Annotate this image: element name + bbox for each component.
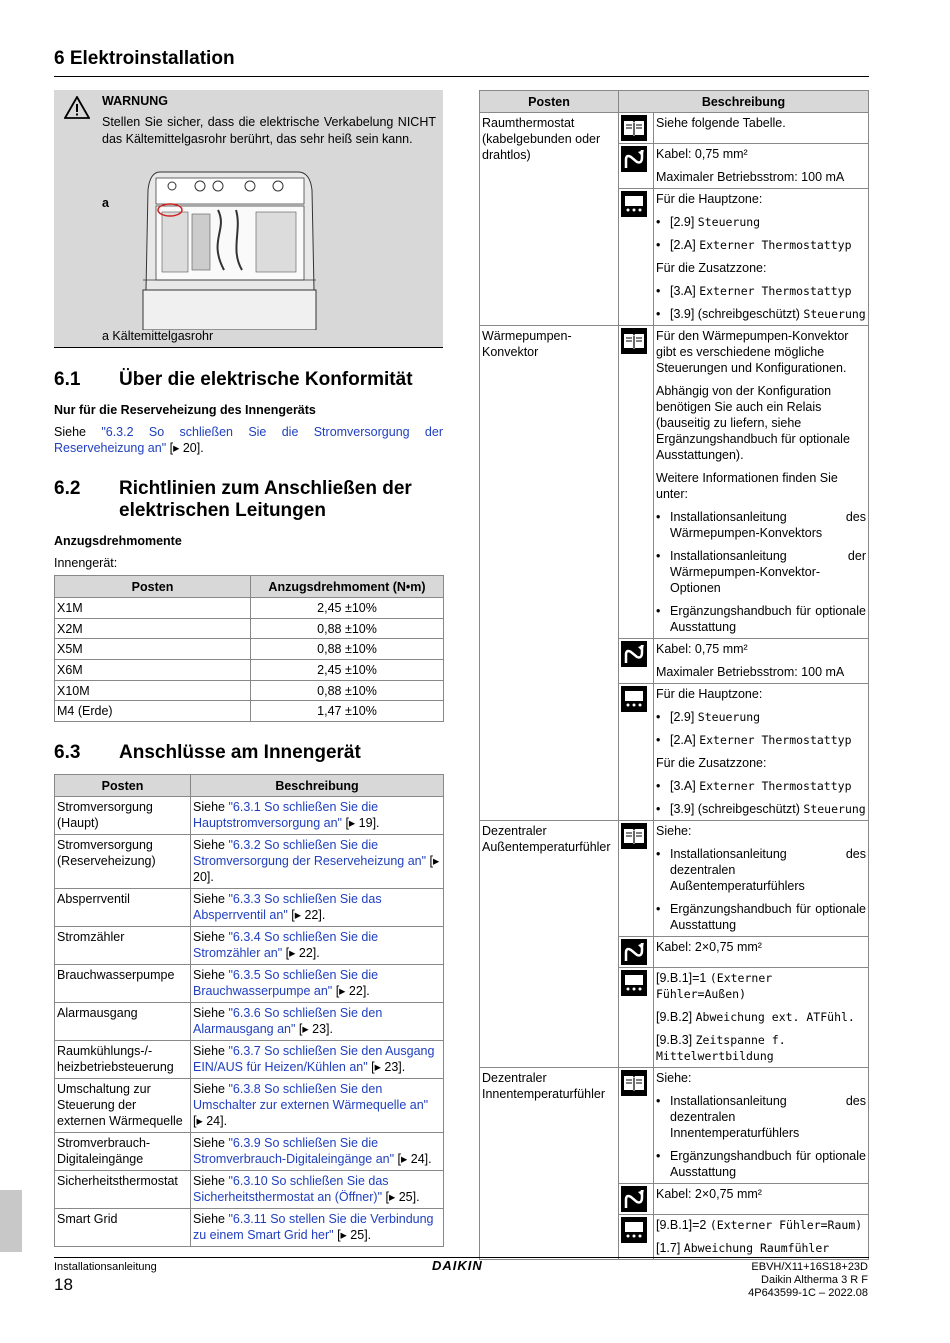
page-ref: [▸ 19].: [341, 816, 380, 830]
bullet-item: [656, 283, 866, 299]
icon-cell: [619, 968, 654, 1068]
table-row: [55, 701, 444, 722]
setting-name: Abweichung Raumfühler: [683, 1241, 830, 1255]
cross-reference-link[interactable]: "6.3.5 So schließen Sie die Brauchwasserpumpe an": [193, 968, 379, 998]
table-row: [55, 1171, 444, 1209]
line-text: [9.B.1]=2: [656, 1218, 710, 1232]
line-text: [3.A]: [670, 779, 700, 793]
bullet-item: [656, 548, 866, 596]
section-6-1-number: 6.1: [54, 369, 81, 390]
bullet-item: [656, 509, 866, 541]
side-tab-marker: [0, 1190, 22, 1252]
connections-table: [54, 774, 444, 1247]
cable-icon: [621, 1186, 647, 1212]
connection-desc: [191, 927, 444, 965]
table-row: [55, 618, 444, 639]
table-row: [55, 1079, 444, 1133]
line-text: Ergänzungshandbuch für optionale Ausstattung: [670, 604, 866, 634]
bullet-item: [656, 801, 866, 817]
section-6-3-title: Anschlüsse am Innengerät: [119, 742, 361, 763]
table-row: [480, 821, 869, 937]
setting-name: Steuerung: [697, 710, 761, 724]
connection-item: Stromzähler: [55, 927, 191, 965]
section-6-2-subhead: Anzugsdrehmomente: [54, 534, 182, 548]
page-number: 18: [54, 1275, 73, 1294]
connection-item: Alarmausgang: [55, 1003, 191, 1041]
torque-item: X10M: [55, 680, 251, 701]
connections-header-desc: Beschreibung: [191, 775, 444, 797]
connection-desc: [191, 835, 444, 889]
figure-caption: a Kältemittelgasrohr: [102, 329, 214, 343]
cross-reference-link[interactable]: "6.3.4 So schließen Sie die Stromzähler an": [193, 930, 379, 960]
chapter-rule: [54, 76, 869, 77]
warning-title: WARNUNG: [102, 94, 168, 108]
torque-table-body: [55, 598, 444, 722]
icon-cell: [619, 326, 654, 639]
bullet-item: [656, 1148, 866, 1180]
bullet-item: [656, 846, 866, 894]
table-row: [55, 1209, 444, 1247]
connection-item: Stromversorgung (Haupt): [55, 797, 191, 835]
connection-desc: [191, 1003, 444, 1041]
detail-desc: [654, 189, 869, 326]
desc-line: Siehe folgende Tabelle.: [656, 116, 786, 130]
table-row: [55, 1133, 444, 1171]
cable-icon: [621, 641, 647, 667]
icon-cell: [619, 937, 654, 968]
section-6-3-number: 6.3: [54, 742, 81, 763]
setting-name: Abweichung ext. ATFühl.: [695, 1010, 855, 1024]
page-ref: [▸ 25].: [382, 1190, 420, 1204]
page-ref: [▸ 22].: [282, 946, 320, 960]
line-text: [2.9]: [670, 710, 698, 724]
detail-desc: [654, 1215, 869, 1260]
table-row: [55, 797, 444, 835]
setting-name: Externer Thermostattyp: [699, 238, 852, 252]
setting-name: Steuerung: [803, 802, 866, 816]
manual-book-icon: [621, 1070, 647, 1096]
cross-reference-link[interactable]: "6.3.1 So schließen Sie die Hauptstromversorgung an": [193, 800, 379, 830]
see-text: Siehe: [193, 800, 229, 814]
connections-detail-table: [479, 90, 869, 1260]
chapter-title: 6 Elektroinstallation: [54, 48, 235, 69]
page-ref: [▸ 20].: [193, 854, 440, 884]
table-row: [55, 835, 444, 889]
setting-name: Externer Thermostattyp: [699, 284, 852, 298]
connection-desc: [191, 797, 444, 835]
icon-cell: [619, 113, 654, 144]
warning-triangle-icon: [64, 96, 90, 119]
manual-book-icon: [621, 823, 647, 849]
bullet-item: [656, 214, 866, 230]
see-text: Siehe: [193, 1044, 229, 1058]
line-text: Installationsanleitung des dezentralen Innentemperaturfühlers: [670, 1094, 866, 1140]
desc-line: Für die Zusatzzone:: [656, 756, 767, 770]
icon-cell: [619, 821, 654, 937]
torque-item: X6M: [55, 660, 251, 681]
bullet-item: [656, 1093, 866, 1141]
detail-desc: [654, 144, 869, 189]
manual-book-icon: [621, 328, 647, 354]
cross-reference-link[interactable]: "6.3.10 So schließen Sie das Sicherheitsthermostat an (Öffner)": [193, 1174, 389, 1204]
icon-cell: [619, 684, 654, 821]
detail-item: Dezentraler Innentemperaturfühler: [480, 1068, 619, 1260]
desc-line: Maximaler Betriebsstrom: 100 mA: [656, 170, 845, 184]
detail-table-body: [480, 113, 869, 1260]
table-row: [55, 965, 444, 1003]
section-6-1-subhead: Nur für die Reserveheizung des Innengeräts: [54, 403, 316, 417]
cable-icon: [621, 939, 647, 965]
table-row: [55, 1041, 444, 1079]
cross-reference-link[interactable]: "6.3.3 So schließen Sie das Absperrventil an": [193, 892, 382, 922]
table-row: [480, 1068, 869, 1184]
table-row: [480, 113, 869, 144]
desc-line: [656, 1032, 866, 1064]
detail-item: Raumthermostat (kabelgebunden oder drahtlos): [480, 113, 619, 326]
detail-desc: [654, 1068, 869, 1184]
desc-line: [656, 1240, 866, 1256]
setting-name: (Externer Fühler=Außen): [656, 971, 773, 1001]
page-ref: [▸ 22].: [332, 984, 370, 998]
section-6-2-title: Richtlinien zum Anschließen der elektrischen Leitungen: [119, 478, 412, 521]
torque-value: 2,45 ±10%: [251, 598, 444, 619]
torque-item: M4 (Erde): [55, 701, 251, 722]
line-text: Installationsanleitung des dezentralen Außentemperaturfühlers: [670, 847, 866, 893]
see-text: Siehe: [193, 968, 229, 982]
page-ref: [▸ 24].: [394, 1152, 432, 1166]
bullet-item: [656, 709, 866, 725]
warning-text: Stellen Sie sicher, dass die elektrische Verkabelung NICHT das Kältemittelgasrohr berührt, das sehr heiß sein kann.: [102, 115, 436, 146]
setting-name: (Externer Fühler=Raum): [709, 1218, 863, 1232]
desc-line: Für den Wärmepumpen-Konvektor gibt es verschiedene mögliche Steuerungen und Konfigurationen.: [656, 329, 849, 375]
detail-header-desc: Beschreibung: [619, 91, 869, 113]
detail-desc: [654, 937, 869, 968]
table-row: [55, 680, 444, 701]
cross-reference-link[interactable]: "6.3.9 So schließen Sie die Stromverbrauch-Digitaleingänge an": [193, 1136, 395, 1166]
connection-desc: [191, 965, 444, 1003]
connection-desc: [191, 1209, 444, 1247]
cross-reference-link[interactable]: "6.3.11 So stellen Sie die Verbindung zu einem Smart Grid her": [193, 1212, 434, 1242]
desc-line: Weitere Informationen finden Sie unter:: [656, 471, 838, 501]
connection-item: Smart Grid: [55, 1209, 191, 1247]
page-ref: [▸ 23].: [295, 1022, 333, 1036]
page-ref: [▸ 25].: [333, 1228, 372, 1242]
connection-desc: [191, 1171, 444, 1209]
cross-reference-link[interactable]: "6.3.6 So schließen Sie den Alarmausgang an": [193, 1006, 383, 1036]
connection-item: Absperrventil: [55, 889, 191, 927]
see-text: Siehe: [193, 930, 229, 944]
line-text: [3.9] (schreibgeschützt): [670, 802, 804, 816]
desc-line: Abhängig von der Konfiguration benötigen Sie auch ein Relais (bauseitig zu liefern, siehe Ergänzungshandbuch für optionale Ausstattungen).: [656, 384, 850, 462]
see-text: Siehe: [193, 1136, 229, 1150]
bullet-item: [656, 603, 866, 635]
desc-line: Maximaler Betriebsstrom: 100 mA: [656, 665, 845, 679]
user-interface-icon: [621, 1217, 647, 1243]
footer-doc-type: Installationsanleitung: [54, 1261, 157, 1273]
desc-line: [656, 1009, 866, 1025]
torque-header-value: Anzugsdrehmoment (N•m): [251, 576, 444, 598]
connections-table-body: [55, 797, 444, 1247]
desc-line: Kabel: 2×0,75 mm²: [656, 1187, 762, 1201]
torque-value: 0,88 ±10%: [251, 680, 444, 701]
connection-desc: [191, 889, 444, 927]
link-6-3-2[interactable]: "6.3.2 So schließen Sie die Stromversorgung der Reserveheizung an": [54, 425, 443, 455]
line-text: [2.9]: [670, 215, 698, 229]
desc-line: Kabel: 0,75 mm²: [656, 642, 748, 656]
desc-line: [656, 1217, 866, 1233]
detail-desc: [654, 1184, 869, 1215]
connection-item: Brauchwasserpumpe: [55, 965, 191, 1003]
bullet-item: [656, 306, 866, 322]
table-row: [55, 660, 444, 681]
detail-header-item: Posten: [480, 91, 619, 113]
table-row: [55, 1003, 444, 1041]
connection-item: Sicherheitsthermostat: [55, 1171, 191, 1209]
table-row: [55, 889, 444, 927]
table-row: [55, 639, 444, 660]
line-text: [3.9] (schreibgeschützt): [670, 307, 804, 321]
desc-line: Kabel: 0,75 mm²: [656, 147, 748, 161]
cross-reference-link[interactable]: "6.3.2 So schließen Sie die Stromversorgung der Reserveheizung an": [193, 838, 427, 868]
connection-item: Stromverbrauch-Digitaleingänge: [55, 1133, 191, 1171]
cross-reference-link[interactable]: "6.3.7 So schließen Sie den Ausgang EIN/AUS für Heizen/Kühlen an": [193, 1044, 435, 1074]
user-interface-icon: [621, 191, 647, 217]
section-6-2-intro: Innengerät:: [54, 556, 118, 570]
setting-name: Steuerung: [697, 215, 761, 229]
setting-name: Steuerung: [803, 307, 866, 321]
icon-cell: [619, 144, 654, 189]
figure-callout-label: a: [102, 196, 109, 210]
line-text: [9.B.3]: [656, 1033, 696, 1047]
desc-line: Für die Zusatzzone:: [656, 261, 767, 275]
icon-cell: [619, 189, 654, 326]
page-ref: [▸ 22].: [287, 908, 326, 922]
page-ref: [▸ 23].: [367, 1060, 406, 1074]
setting-name: Zeitspanne f. Mittelwertbildung: [656, 1033, 786, 1063]
torque-value: 2,45 ±10%: [251, 660, 444, 681]
torque-header-item: Posten: [55, 576, 251, 598]
connection-item: Umschaltung zur Steuerung der externen Wärmequelle: [55, 1079, 191, 1133]
icon-cell: [619, 1184, 654, 1215]
detail-desc: [654, 326, 869, 639]
warning-box: [54, 90, 443, 348]
line-text: Installationsanleitung des Wärmepumpen-Konvektors: [670, 510, 866, 540]
cross-reference-link[interactable]: "6.3.8 So schließen Sie den Umschalter zur externen Wärmequelle an": [193, 1082, 429, 1112]
page-ref: [▸ 24].: [193, 1114, 228, 1128]
see-text: Siehe: [54, 425, 102, 439]
detail-desc: [654, 113, 869, 144]
line-text: Ergänzungshandbuch für optionale Ausstattung: [670, 902, 866, 932]
brand-logo: DAIKIN: [432, 1258, 483, 1273]
desc-line: Für die Hauptzone:: [656, 192, 763, 206]
connection-item: Raumkühlungs-/-heizbetriebsteuerung: [55, 1041, 191, 1079]
table-row: [55, 927, 444, 965]
torque-value: 0,88 ±10%: [251, 618, 444, 639]
bullet-item: [656, 901, 866, 933]
see-text: Siehe: [193, 1174, 229, 1188]
connection-desc: [191, 1133, 444, 1171]
line-text: Installationsanleitung der Wärmepumpen-Konvektor-Optionen: [670, 549, 866, 595]
bullet-item: [656, 732, 866, 748]
torque-item: X5M: [55, 639, 251, 660]
cable-icon: [621, 146, 647, 172]
torque-item: X1M: [55, 598, 251, 619]
connection-item: Stromversorgung (Reserveheizung): [55, 835, 191, 889]
table-row: [55, 598, 444, 619]
connection-desc: [191, 1079, 444, 1133]
torque-value: 0,88 ±10%: [251, 639, 444, 660]
connection-desc: [191, 1041, 444, 1079]
line-text: [2.A]: [670, 733, 700, 747]
torque-table: [54, 575, 444, 722]
see-text: Siehe: [193, 892, 229, 906]
detail-desc: [654, 821, 869, 937]
bullet-item: [656, 778, 866, 794]
desc-line: Kabel: 2×0,75 mm²: [656, 940, 762, 954]
line-text: [9.B.2]: [656, 1010, 696, 1024]
manual-book-icon: [621, 115, 647, 141]
unit-wiring-figure: [138, 170, 321, 330]
see-text: Siehe: [193, 1212, 229, 1226]
section-6-1-title: Über die elektrische Konformität: [119, 369, 413, 390]
user-interface-icon: [621, 686, 647, 712]
icon-cell: [619, 1215, 654, 1260]
line-text: [3.A]: [670, 284, 700, 298]
connections-header-item: Posten: [55, 775, 191, 797]
section-6-2-number: 6.2: [54, 478, 81, 499]
torque-value: 1,47 ±10%: [251, 701, 444, 722]
footer-code: 4P643599-1C – 2022.08: [748, 1287, 868, 1299]
torque-item: X2M: [55, 618, 251, 639]
detail-desc: [654, 968, 869, 1068]
setting-name: Externer Thermostattyp: [699, 733, 852, 747]
desc-line: Siehe:: [656, 1071, 692, 1085]
see-text: Siehe: [193, 1006, 229, 1020]
detail-desc: [654, 639, 869, 684]
setting-name: Externer Thermostattyp: [699, 779, 852, 793]
line-text: [9.B.1]=1: [656, 971, 710, 985]
desc-line: Für die Hauptzone:: [656, 687, 763, 701]
detail-item: Wärmepumpen-Konvektor: [480, 326, 619, 821]
footer-model: EBVH/X11+16S18+23D: [751, 1261, 868, 1273]
line-text: [1.7]: [656, 1241, 684, 1255]
detail-item: Dezentraler Außentemperaturfühler: [480, 821, 619, 1068]
user-interface-icon: [621, 970, 647, 996]
desc-line: [656, 970, 866, 1002]
detail-desc: [654, 684, 869, 821]
icon-cell: [619, 1068, 654, 1184]
footer-product-info: [748, 1261, 868, 1300]
line-text: Ergänzungshandbuch für optionale Ausstattung: [670, 1149, 866, 1179]
icon-cell: [619, 639, 654, 684]
section-6-1-text: [54, 424, 443, 456]
see-text: Siehe: [193, 838, 229, 852]
line-text: [2.A]: [670, 238, 700, 252]
footer-product: Daikin Altherma 3 R F: [761, 1274, 868, 1286]
see-text: Siehe: [193, 1082, 229, 1096]
table-row: [480, 326, 869, 639]
bullet-item: [656, 237, 866, 253]
page-ref: [▸ 20].: [166, 441, 204, 455]
desc-line: Siehe:: [656, 824, 692, 838]
